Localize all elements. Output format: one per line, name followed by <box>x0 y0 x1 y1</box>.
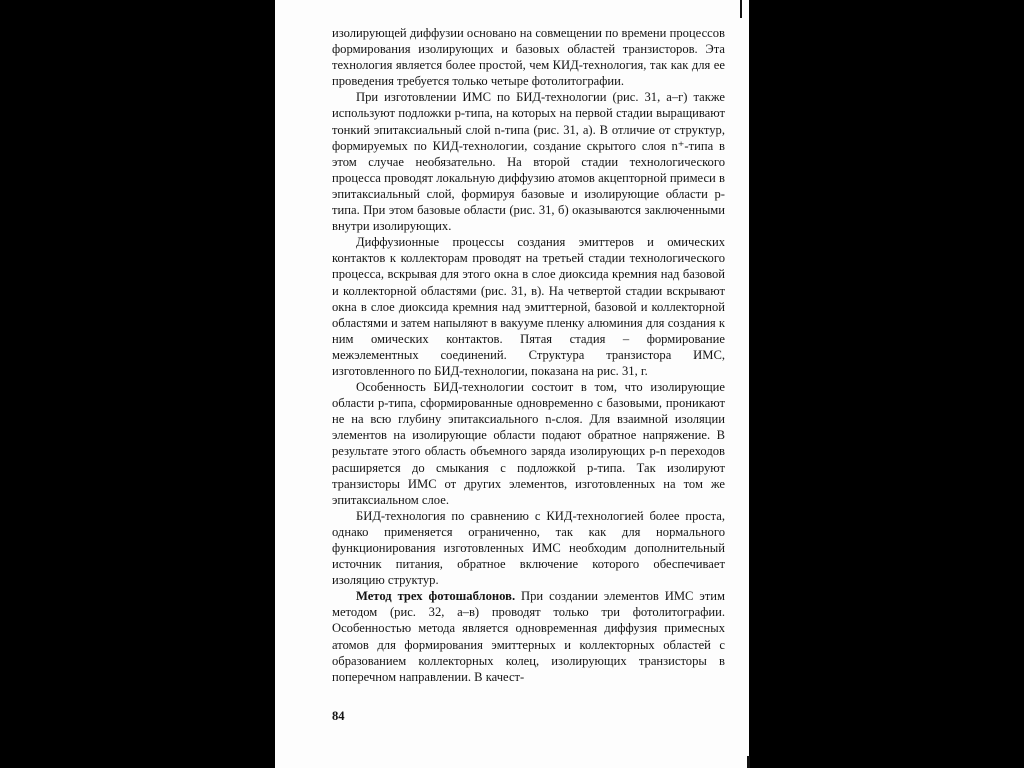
page-text <box>332 25 725 685</box>
paragraph: При изготовлении ИМС по БИД-технологии (рис. 31, а–г) также используют подложки p-типа, на которых на первой стадии выращивают тонкий эпитаксиальный слой n-типа (рис. 31, а). В отличие от структур, формируемых по КИД-технологии, создание скрытого слоя n⁺-типа в этом случае необязательно. На второй стадии технологического процесса проводят локальную диффузию атомов акцепторной примеси в эпитаксиальный слой, формируя базовые и изолирующие области p-типа. При этом базовые области (рис. 31, б) оказываются заключенными внутри изолирующих. <box>332 90 725 234</box>
scan-edge-mark <box>747 756 750 768</box>
paragraph: изолирующей диффузии основано на совмещении по времени процессов формирования изолирующих и базовых областей транзисторов. Эта технология является более простой, чем КИД-технология, так как для ее проведения требуется только четыре фотолитографии. <box>332 26 725 89</box>
paragraph: БИД-технология по сравнению с КИД-технологией более проста, однако применяется ограниченно, так как для нормального функционирования изготовленных ИМС необходим дополнительный источник питания, обратное включение которого обеспечивает изоляцию структур. <box>332 508 725 588</box>
paragraph-text: При создании элементов ИМС этим методом (рис. 32, а–в) проводят только три фотолитографии. Особенностью метода является одновременная диффузия примесных атомов для формирования эмиттерных и коллекторных областей с образованием коллекторных колец, изолирующих транзисторы в поперечном направлении. В качест- <box>332 589 725 684</box>
paragraph: Диффузионные процессы создания эмиттеров и омических контактов к коллекторам проводят на третьей стадии технологического процесса, вскрывая для этого окна в слое диоксида кремния над базовой и коллекторной областями (рис. 31, в). На четвертой стадии вскрывают окна в слое диоксида кремния над эмиттерной, базовой и коллекторной областями и затем напыляют в вакууме пленку алюминия для создания к ним омических контактов. Пятая стадия – формирование межэлементных соединений. Структура транзистора ИМС, изготовленного по БИД-технологии, показана на рис. 31, г. <box>332 235 725 378</box>
section-heading: Метод трех фотошаблонов. <box>356 589 516 604</box>
paragraph: Особенность БИД-технологии состоит в том, что изолирующие области p-типа, сформированные одновременно с базовыми, проникают не на всю глубину эпитаксиального n-слоя. Для взаимной изоляции элементов на изолирующие области подают обратное напряжение. В результате этого область объемного заряда изолирующих p-n переходов расширяется до смыкания с подложкой p-типа. Так изолируют транзисторы ИМС от других элементов, изготовленных на том же эпитаксиальном слое. <box>332 380 725 507</box>
scan-edge-mark <box>740 0 742 18</box>
book-page <box>275 0 749 768</box>
page-number: 84 <box>332 709 345 723</box>
paragraph <box>332 588 725 685</box>
